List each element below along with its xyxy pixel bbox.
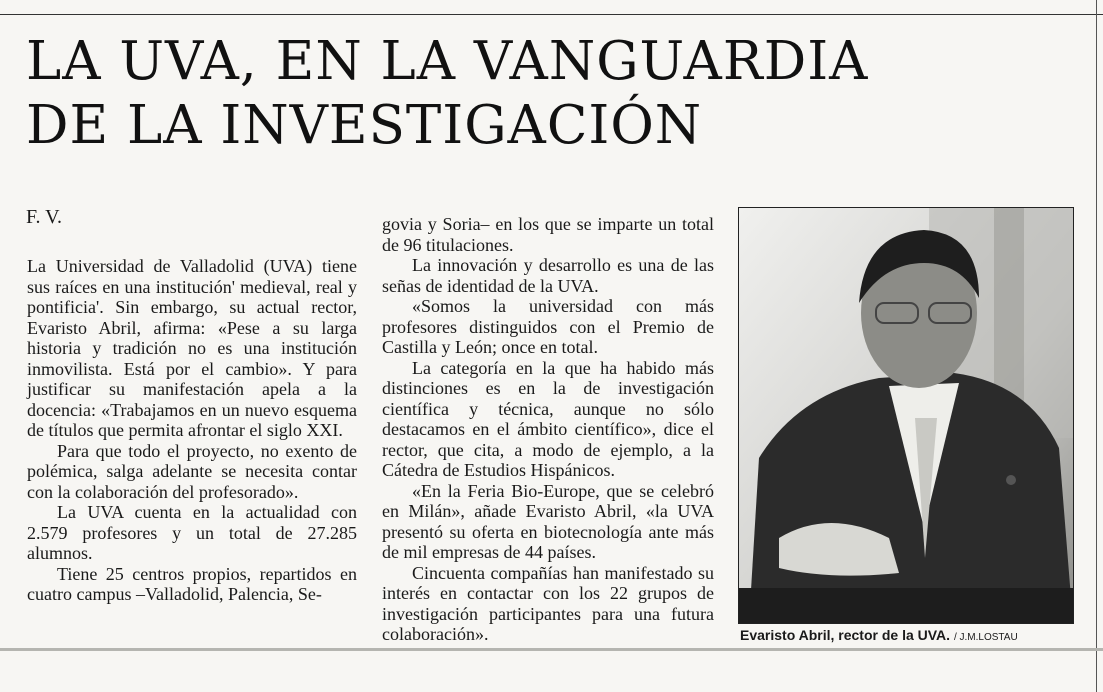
paragraph: La categoría en la que ha habido más distinciones es en la de investigación científica y técnica, aunque no sólo destacamos en el ámbito científico», dice el rector, que cita, a modo de ejemplo, a la Cátedra de Estudios Hispánicos.	[382, 357, 714, 480]
paragraph: Para que todo el proyecto, no exento de polémica, salga adelante se necesita contar con la colaboración del profesorado».	[27, 440, 357, 502]
rector-photo	[738, 207, 1074, 624]
byline: F. V.	[26, 206, 63, 228]
page-right-edge	[1096, 0, 1097, 692]
paragraph: «En la Feria Bio-Europe, que se celebró en Milán», añade Evaristo Abril, «la UVA presentó su oferta en biotecnología ante más de mil empresas de 44 países.	[382, 480, 714, 562]
paragraph: Cincuenta compañías han manifestado su interés en contactar con los 22 grupos de investigación participantes para una futura colaboración».	[382, 562, 714, 644]
photo-credit: / J.M.LOSTAU	[953, 632, 1018, 643]
paragraph: La UVA cuenta en la actualidad con 2.579 profesores y un total de 27.285 alumnos.	[27, 502, 357, 563]
paragraph: Tiene 25 centros propios, repartidos en cuatro campus –Valladolid, Palencia, Se-	[27, 563, 357, 604]
page-bottom-edge	[0, 648, 1103, 651]
paragraph: «Somos la universidad con más profesores distinguidos con el Premio de Castilla y León; once en total.	[382, 296, 714, 357]
caption-text: Evaristo Abril, rector de la UVA.	[740, 627, 951, 643]
headline	[26, 30, 1026, 158]
page-top-rule	[0, 0, 1103, 15]
article-column-2	[382, 214, 714, 645]
paragraph: La Universidad de Valladolid (UVA) tiene sus raíces en una institución' medieval, real y pontificia'. Sin embargo, su actual rector, Evaristo Abril, afirma: «Pese a su larga historia y tradición no es una institución inmovilista. Está por el cambio». Y para justificar su manifestación apela a la docencia: «Trabajamos en un nuevo esquema de títulos que permita afrontar el siglo XXI.	[27, 256, 357, 440]
headline-line-2: DE LA INVESTIGACIÓN	[26, 95, 703, 156]
article-column-1	[27, 256, 357, 605]
photo-caption	[740, 627, 1080, 643]
rector-portrait-image	[739, 208, 1073, 623]
paragraph: La innovación y desarrollo es una de las señas de identidad de la UVA.	[382, 255, 714, 296]
headline-line-1: LA UVA, EN LA VANGUARDIA	[26, 31, 869, 92]
paragraph: govia y Soria– en los que se imparte un total de 96 titulaciones.	[382, 214, 714, 255]
